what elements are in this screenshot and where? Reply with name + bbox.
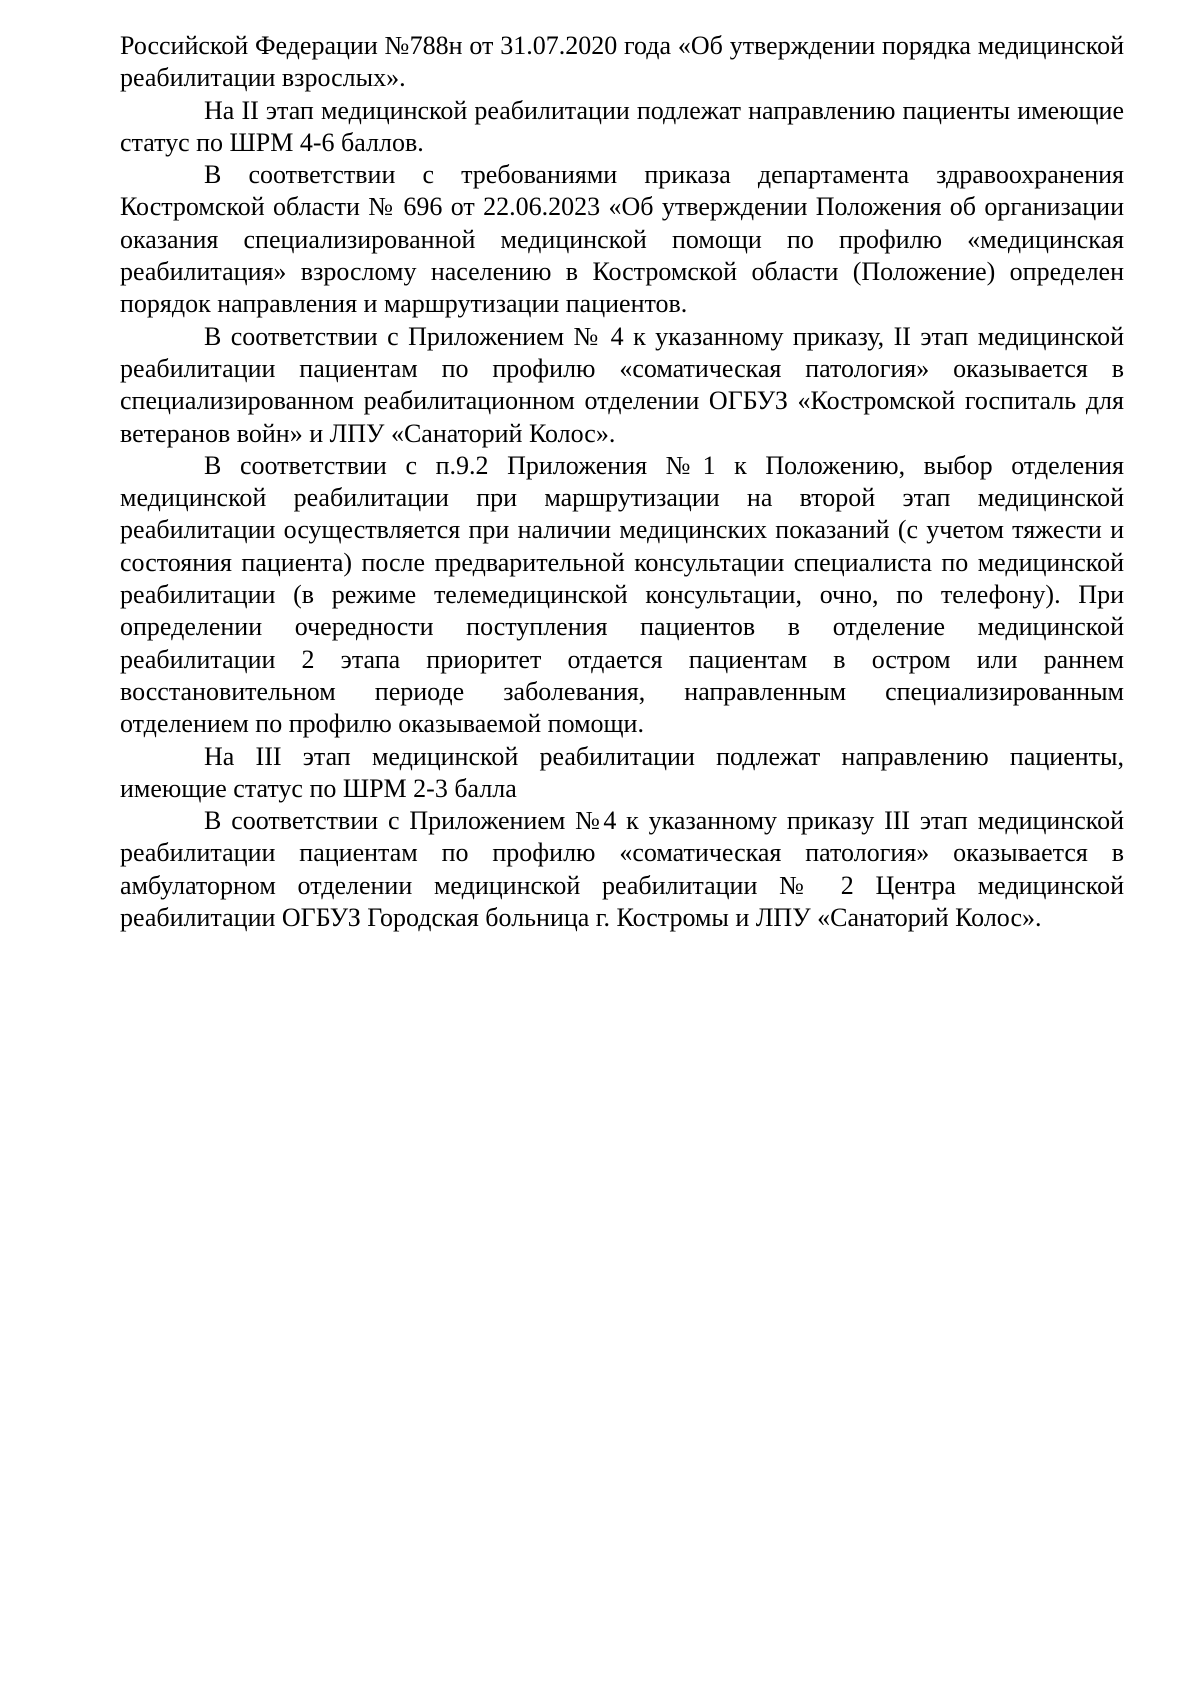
paragraph-stage-two-criteria: На II этап медицинской реабилитации подлежат направлению пациенты имеющие статус по ШРМ 4-6 баллов. [120,95,1124,157]
document-body [120,30,1124,934]
paragraph-order-reference: Российской Федерации №788н от 31.07.2020 года «Об утверждении порядка медицинской реабилитации взрослых». [120,31,1124,93]
paragraph-stage-three-criteria: На III этап медицинской реабилитации подлежат направлению пациенты, имеющие статус по ШРМ 2-3 балла [120,741,1124,803]
paragraph-regional-order: В соответствии с требованиями приказа департамента здравоохранения Костромской области № 696 от 22.06.2023 «Об утверждении Положения об организации оказания специализированной медицинской помощи по профилю «медицинская реабилитация» взрослому населению в Костромской области (Положение) определен порядок направления и маршрутизации пациентов. [120,160,1124,319]
paragraph-routing-rules: В соответствии с п.9.2 Приложения №1 к Положению, выбор отделения медицинской реабилитации при маршрутизации на второй этап медицинской реабилитации осуществляется при наличии медицинских показаний (с учетом тяжести и состояния пациента) после предварительной консультации специалиста по медицинской реабилитации (в режиме телемедицинской консультации, очно, по телефону). При определении очередности поступления пациентов в отделение медицинской реабилитации 2 этапа приоритет отдается пациентам в остром или раннем восстановительном периоде заболевания, направленным специализированным отделением по профилю оказываемой помощи. [120,450,1124,739]
paragraph-stage-three-facilities: В соответствии с Приложением №4 к указанному приказу III этап медицинской реабилитации пациентам по профилю «соматическая патология» оказывается в амбулаторном отделении медицинской реабилитации № 2 Центра медицинской реабилитации ОГБУЗ Городская больница г. Костромы и ЛПУ «Санаторий Колос». [120,806,1124,933]
paragraph-stage-two-facilities: В соответствии с Приложением № 4 к указанному приказу, II этап медицинской реабилитации пациентам по профилю «соматическая патология» оказывается в специализированном реабилитационном отделении ОГБУЗ «Костромской госпиталь для ветеранов войн» и ЛПУ «Санаторий Колос». [120,321,1124,448]
